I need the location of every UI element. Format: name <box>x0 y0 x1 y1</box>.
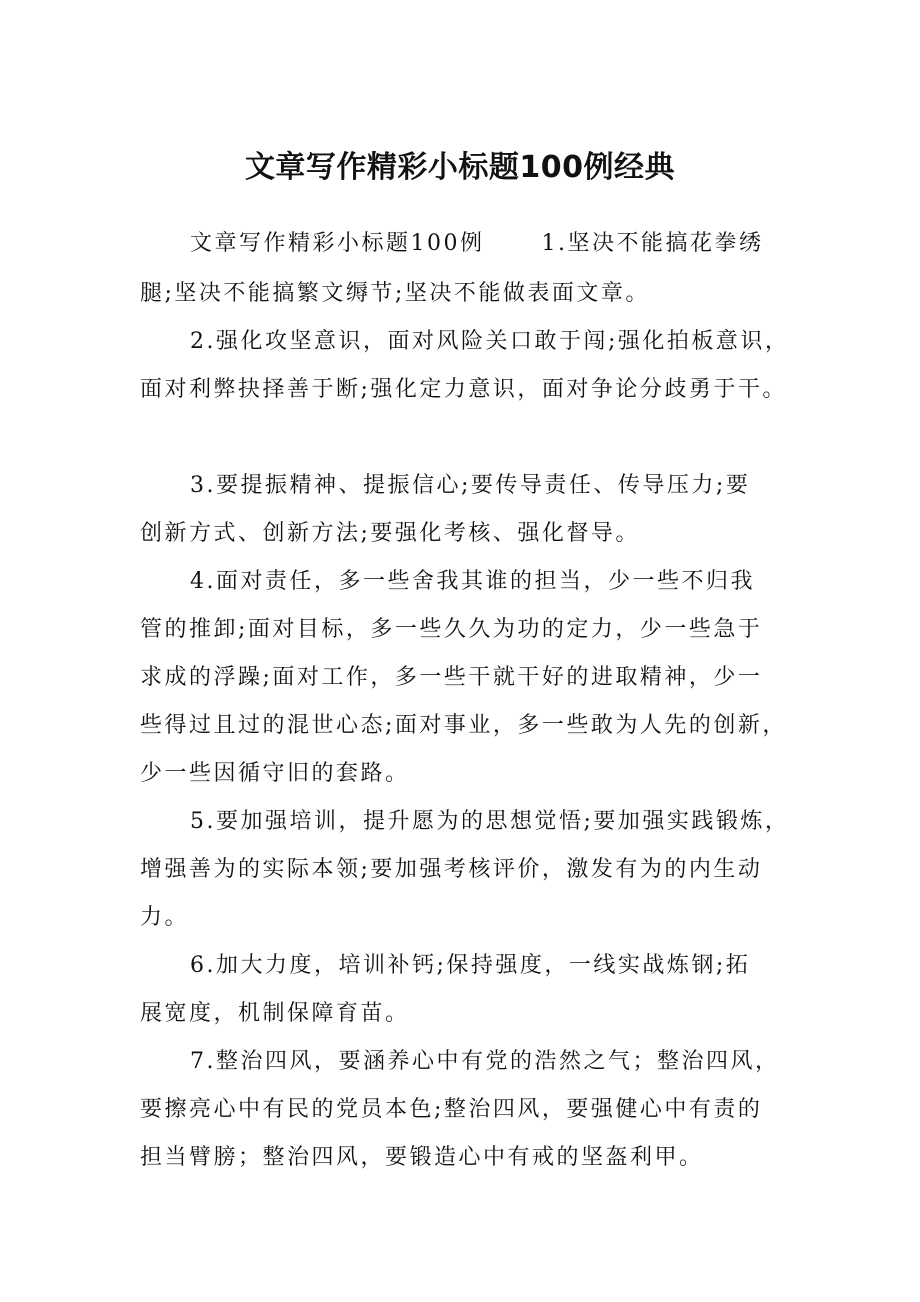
document-title: 文章写作精彩小标题100例经典 <box>244 150 676 185</box>
text-line: 3.要提振精神、提振信心;要传导责任、传导压力;要 <box>190 473 751 498</box>
text-line: 少一些因循守旧的套路。 <box>140 761 410 786</box>
text-line: 腿;坚决不能搞繁文缛节;坚决不能做表面文章。 <box>140 281 650 306</box>
text-line: 2.强化攻坚意识，面对风险关口敢于闯;强化拍板意识， <box>190 329 790 354</box>
text-line: 些得过且过的混世心态;面对事业，多一些敢为人先的创新， <box>140 713 787 738</box>
text-line: 展宽度，机制保障育苗。 <box>140 1001 410 1026</box>
text-line: 面对利弊抉择善于断;强化定力意识，面对争论分歧勇于干。 <box>140 377 787 402</box>
text-line: 7.整治四风，要涵养心中有党的浩然之气；整治四风， <box>190 1049 780 1074</box>
text-line: 担当臂膀；整治四风，要锻造心中有戒的坚盔利甲。 <box>140 1145 704 1170</box>
text-line: 要擦亮心中有民的党员本色;整治四风，要强健心中有责的 <box>140 1097 763 1122</box>
text-line: 增强善为的实际本领;要加强考核评价，激发有为的内生动 <box>140 857 763 882</box>
text-line: 力。 <box>140 905 190 930</box>
text-line: 4.面对责任，多一些舍我其谁的担当，少一些不归我 <box>190 569 755 594</box>
text-line: 6.加大力度，培训补钙;保持强度，一线实战炼钢;拓 <box>190 953 751 978</box>
text-line: 5.要加强培训，提升愿为的思想觉悟;要加强实践锻炼， <box>190 809 790 834</box>
text-line: 创新方式、创新方法;要强化考核、强化督导。 <box>140 521 640 546</box>
text-line: 管的推卸;面对目标，多一些久久为功的定力，少一些急于 <box>140 617 763 642</box>
text-line: 求成的浮躁;面对工作，多一些干就干好的进取精神，少一 <box>140 665 763 690</box>
text-line: 文章写作精彩小标题100例 1.坚决不能搞花拳绣 <box>190 231 764 256</box>
